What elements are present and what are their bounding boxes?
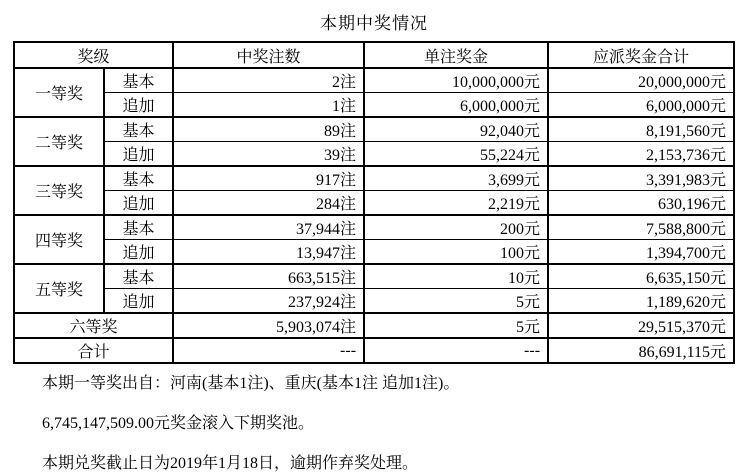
prize-level-2: 二等奖 — [14, 117, 104, 166]
bet-type: 追加 — [104, 240, 173, 265]
bet-type: 追加 — [104, 142, 173, 167]
table-row — [14, 215, 734, 240]
table-row — [14, 117, 734, 142]
table-row — [14, 264, 734, 289]
grand-total-value: 86,691,115元 — [548, 338, 734, 363]
single-prize-value: 6,000,000元 — [364, 93, 548, 118]
single-prize-value: 2,219元 — [364, 191, 548, 216]
table-row-sixth-prize — [14, 313, 734, 338]
total-prize-value: 8,191,560元 — [548, 117, 734, 142]
single-prize-value: 10,000,000元 — [364, 68, 548, 93]
table-row — [14, 68, 734, 93]
single-prize-value: 100元 — [364, 240, 548, 265]
total-prize-value: 630,196元 — [548, 191, 734, 216]
single-prize-value: 5元 — [364, 313, 548, 338]
table-row — [14, 289, 734, 314]
winning-bets-value: 1注 — [173, 93, 364, 118]
table-row — [14, 142, 734, 167]
total-prize-value: 3,391,983元 — [548, 166, 734, 191]
prize-level-3: 三等奖 — [14, 166, 104, 215]
bet-type: 基本 — [104, 68, 173, 93]
single-prize-value: 92,040元 — [364, 117, 548, 142]
winning-bets-value: 917注 — [173, 166, 364, 191]
total-bets-placeholder: --- — [173, 338, 364, 363]
winning-bets-value: 37,944注 — [173, 215, 364, 240]
single-prize-value: 200元 — [364, 215, 548, 240]
bet-type: 追加 — [104, 191, 173, 216]
table-header-row — [14, 42, 734, 68]
total-prize-placeholder: --- — [364, 338, 548, 363]
table-row — [14, 93, 734, 118]
note-jackpot-rollover: 6,745,147,509.00元奖金滚入下期奖池。 — [42, 415, 315, 432]
total-prize-value: 6,000,000元 — [548, 93, 734, 118]
single-prize-value: 55,224元 — [364, 142, 548, 167]
total-label: 合计 — [14, 338, 173, 363]
bet-type: 追加 — [104, 93, 173, 118]
table-row — [14, 240, 734, 265]
total-prize-value: 20,000,000元 — [548, 68, 734, 93]
bet-type: 基本 — [104, 215, 173, 240]
page-title: 本期中奖情况 — [320, 14, 428, 33]
single-prize-value: 10元 — [364, 264, 548, 289]
footer-notes — [0, 374, 748, 473]
single-prize-value: 3,699元 — [364, 166, 548, 191]
total-prize-value: 6,635,150元 — [548, 264, 734, 289]
note-first-prize-origin: 本期一等奖出自：河南(基本1注)、重庆(基本1注 追加1注)。 — [42, 375, 460, 392]
header-winning-bets: 中奖注数 — [173, 42, 364, 68]
winning-bets-value: 284注 — [173, 191, 364, 216]
winning-bets-value: 39注 — [173, 142, 364, 167]
single-prize-value: 5元 — [364, 289, 548, 314]
winning-bets-value: 2注 — [173, 68, 364, 93]
prize-level-1: 一等奖 — [14, 68, 104, 117]
prize-level-4: 四等奖 — [14, 215, 104, 264]
total-prize-value: 29,515,370元 — [548, 313, 734, 338]
header-total-prize: 应派奖金合计 — [548, 42, 734, 68]
note-redemption-deadline: 本期兑奖截止日为2019年1月18日，逾期作弃奖处理。 — [42, 455, 419, 472]
table-row — [14, 191, 734, 216]
winning-bets-value: 89注 — [173, 117, 364, 142]
bet-type: 基本 — [104, 264, 173, 289]
total-prize-value: 2,153,736元 — [548, 142, 734, 167]
bet-type: 基本 — [104, 117, 173, 142]
total-prize-value: 1,189,620元 — [548, 289, 734, 314]
winning-bets-value: 5,903,074注 — [173, 313, 364, 338]
total-prize-value: 7,588,800元 — [548, 215, 734, 240]
prize-level-5: 五等奖 — [14, 264, 104, 313]
winning-results-table — [13, 41, 735, 364]
table-row — [14, 166, 734, 191]
winning-bets-value: 237,924注 — [173, 289, 364, 314]
winning-bets-value: 13,947注 — [173, 240, 364, 265]
bet-type: 追加 — [104, 289, 173, 314]
prize-level-6: 六等奖 — [14, 313, 173, 338]
total-prize-value: 1,394,700元 — [548, 240, 734, 265]
header-single-prize: 单注奖金 — [364, 42, 548, 68]
bet-type: 基本 — [104, 166, 173, 191]
table-row-total — [14, 338, 734, 363]
header-prize-level: 奖级 — [14, 42, 173, 68]
winning-bets-value: 663,515注 — [173, 264, 364, 289]
